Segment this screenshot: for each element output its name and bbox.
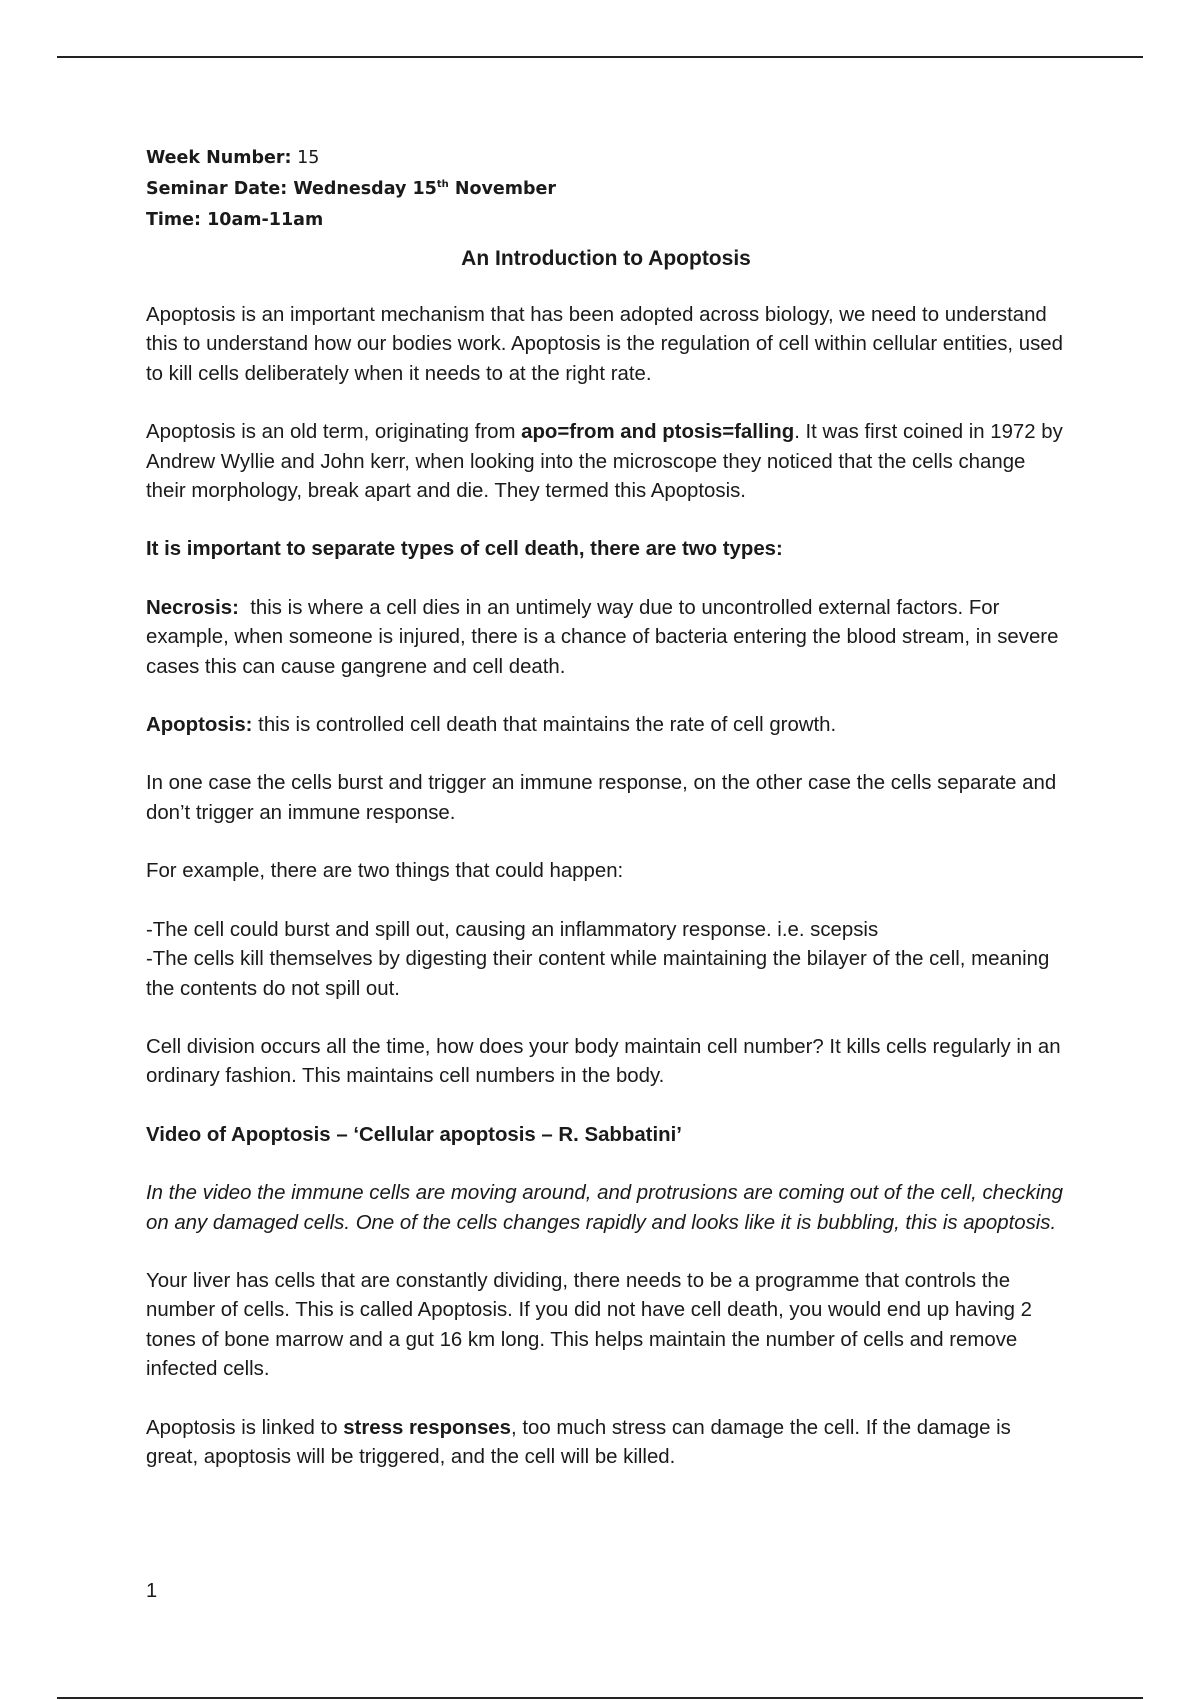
paragraph-origin bbox=[146, 418, 1066, 506]
seminar-date-line bbox=[146, 174, 1066, 205]
paragraph-example-list bbox=[146, 916, 1066, 1004]
stress-text-a: Apoptosis is linked to bbox=[146, 1416, 344, 1439]
seminar-date-text: Seminar Date: Wednesday 15 bbox=[146, 179, 437, 199]
stress-text-b: , too much stress can damage the cell. If the damage is great, apoptosis will be triggered, and the cell will be killed. bbox=[146, 1416, 1011, 1468]
top-rule bbox=[57, 56, 1143, 58]
document-title: An Introduction to Apoptosis bbox=[461, 247, 751, 270]
seminar-date-label bbox=[146, 179, 556, 199]
paragraph-cell-division: Cell division occurs all the time, how does your body maintain cell number? It kills cells regularly in an ordinary fashion. This maintains cell numbers in the body. bbox=[146, 1035, 1061, 1088]
bottom-rule bbox=[57, 1697, 1143, 1699]
paragraph-immune-response: In one case the cells burst and trigger an immune response, on the other case the cells separate and don’t trigger an immune response. bbox=[146, 772, 1057, 824]
origin-text-a: Apoptosis is an old term, originating from bbox=[146, 421, 522, 444]
page-number: 1 bbox=[146, 1580, 158, 1602]
video-heading: Video of Apoptosis – ‘Cellular apoptosis – R. Sabbatini’ bbox=[146, 1123, 682, 1146]
paragraph-apoptosis-def bbox=[146, 711, 1066, 740]
paragraph-necrosis bbox=[146, 594, 1066, 682]
apoptosis-term: Apoptosis: bbox=[146, 714, 253, 737]
origin-text-b: . It was first coined in 1972 by Andrew Wyllie and John kerr, when looking into the microscope they noticed that the cells change their morphology, break apart and die. They termed this Apoptosis. bbox=[146, 421, 1063, 503]
example-item-burst: -The cell could burst and spill out, causing an inflammatory response. i.e. scepsis bbox=[146, 918, 879, 941]
time-line bbox=[146, 205, 1066, 236]
apoptosis-def-text: this is controlled cell death that maintains the rate of cell growth. bbox=[252, 714, 837, 737]
paragraph-types-heading bbox=[146, 535, 1066, 564]
time-label: Time: 10am-11am bbox=[146, 210, 324, 230]
necrosis-term: Necrosis: bbox=[146, 596, 239, 619]
paragraph-liver: Your liver has cells that are constantly dividing, there needs to be a programme that controls the number of cells. This is called Apoptosis. If you did not have cell death, you would end up having 2 tones of bone marrow and a gut 16 km long. This helps maintain the number of cells and remove infected cells. bbox=[146, 1269, 1033, 1381]
document-body bbox=[146, 143, 1066, 1472]
types-heading: It is important to separate types of cell death, there are two types: bbox=[146, 538, 783, 561]
example-item-digest: -The cells kill themselves by digesting their content while maintaining the bilayer of the cell, meaning the contents do not spill out. bbox=[146, 948, 1050, 1000]
paragraph-example-intro: For example, there are two things that could happen: bbox=[146, 860, 624, 883]
seminar-date-ordinal: th bbox=[436, 179, 449, 190]
paragraph-intro: Apoptosis is an important mechanism that has been adopted across biology, we need to understand this to understand how our bodies work. Apoptosis is the regulation of cell within cellular entities, used to kill cells deliberately when it needs to at the right rate. bbox=[146, 304, 1063, 385]
paragraph-video-notes bbox=[146, 1179, 1066, 1238]
paragraph-stress bbox=[146, 1414, 1066, 1473]
stress-bold-term: stress responses bbox=[343, 1416, 511, 1439]
necrosis-text: this is where a cell dies in an untimely way due to uncontrolled external factors. For example, when someone is injured, there is a chance of bacteria entering the blood stream, in severe cases this can cause gangrene and cell death. bbox=[146, 596, 1065, 678]
week-number-line bbox=[146, 143, 1066, 174]
origin-bold-term: apo=from and ptosis=falling bbox=[521, 421, 795, 444]
video-notes-text: In the video the immune cells are moving around, and protrusions are coming out of the cell, checking on any damaged cells. One of the cells changes rapidly and looks like it is bubbling, this is apoptosis. bbox=[146, 1182, 1063, 1234]
seminar-date-month: November bbox=[448, 179, 557, 199]
week-number-label: Week Number: bbox=[146, 148, 292, 168]
week-number-value: 15 bbox=[291, 148, 320, 168]
paragraph-video-heading bbox=[146, 1121, 1066, 1150]
